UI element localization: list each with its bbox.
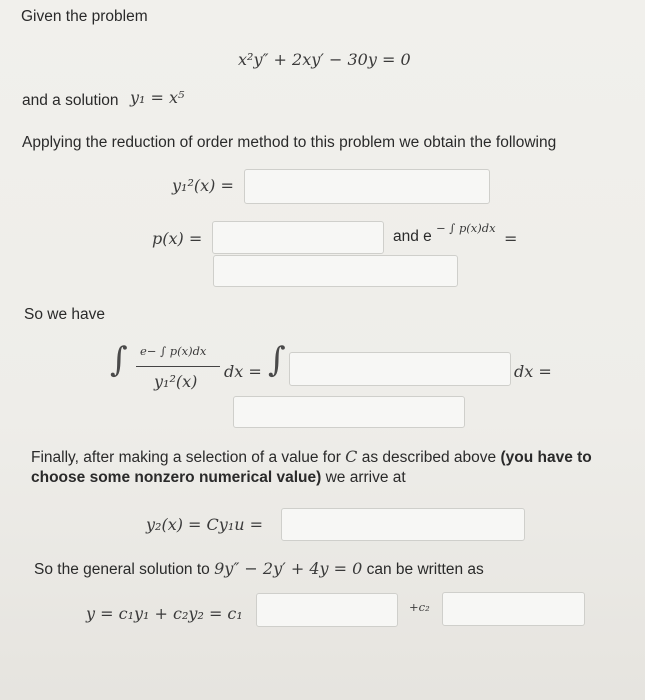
integral-sign-left: ∫ — [110, 340, 128, 380]
general-solution-formula: y = c₁y₁ + c₂y₂ = c₁ — [86, 604, 243, 623]
integral-result-input[interactable] — [233, 396, 465, 428]
integrand-input[interactable] — [289, 352, 511, 386]
dx-equals-left: dx = — [224, 362, 262, 381]
intro-text: Given the problem — [21, 8, 148, 25]
plus-c2-label: +c₂ — [409, 600, 430, 614]
integral-sign-right: ∫ — [268, 340, 286, 380]
y1-squared-input[interactable] — [244, 169, 490, 204]
p-of-x-label: p(x) = — [152, 229, 203, 248]
fraction-bar — [136, 366, 220, 367]
exp-equals: = — [504, 229, 518, 248]
method-text: Applying the reduction of order method to this problem we obtain the following — [22, 134, 557, 151]
integrand-denominator: y₁²(x) — [154, 372, 198, 391]
solution-label: and a solution — [22, 92, 119, 109]
exp-integral-label: − ∫ p(x)dx — [436, 221, 496, 235]
ode-equation: x²y″ + 2xy′ − 30y = 0 — [238, 50, 411, 69]
y1-squared-label: y₁²(x) = — [172, 176, 234, 195]
dx-equals-right: dx = — [514, 362, 552, 381]
integrand-numerator: e− ∫ p(x)dx — [140, 344, 207, 358]
solution-y1: y₁ = x⁵ — [130, 88, 185, 107]
c1-coefficient-input[interactable] — [256, 593, 398, 627]
p-of-x-input[interactable] — [212, 221, 384, 254]
c2-coefficient-input[interactable] — [442, 592, 585, 626]
y2-input[interactable] — [281, 508, 525, 541]
so-we-have-text: So we have — [24, 306, 105, 323]
and-e-label: and e — [393, 228, 432, 245]
general-solution-text: So the general solution to 9y″ − 2y′ + 4y = 0 can be written as — [34, 559, 484, 578]
exp-integral-input[interactable] — [213, 255, 458, 287]
y2-label: y₂(x) = Cy₁u = — [146, 515, 264, 534]
finally-text: Finally, after making a selection of a value for C as described above (you have to choose some nonzero numerical value) we arrive at — [31, 447, 592, 486]
